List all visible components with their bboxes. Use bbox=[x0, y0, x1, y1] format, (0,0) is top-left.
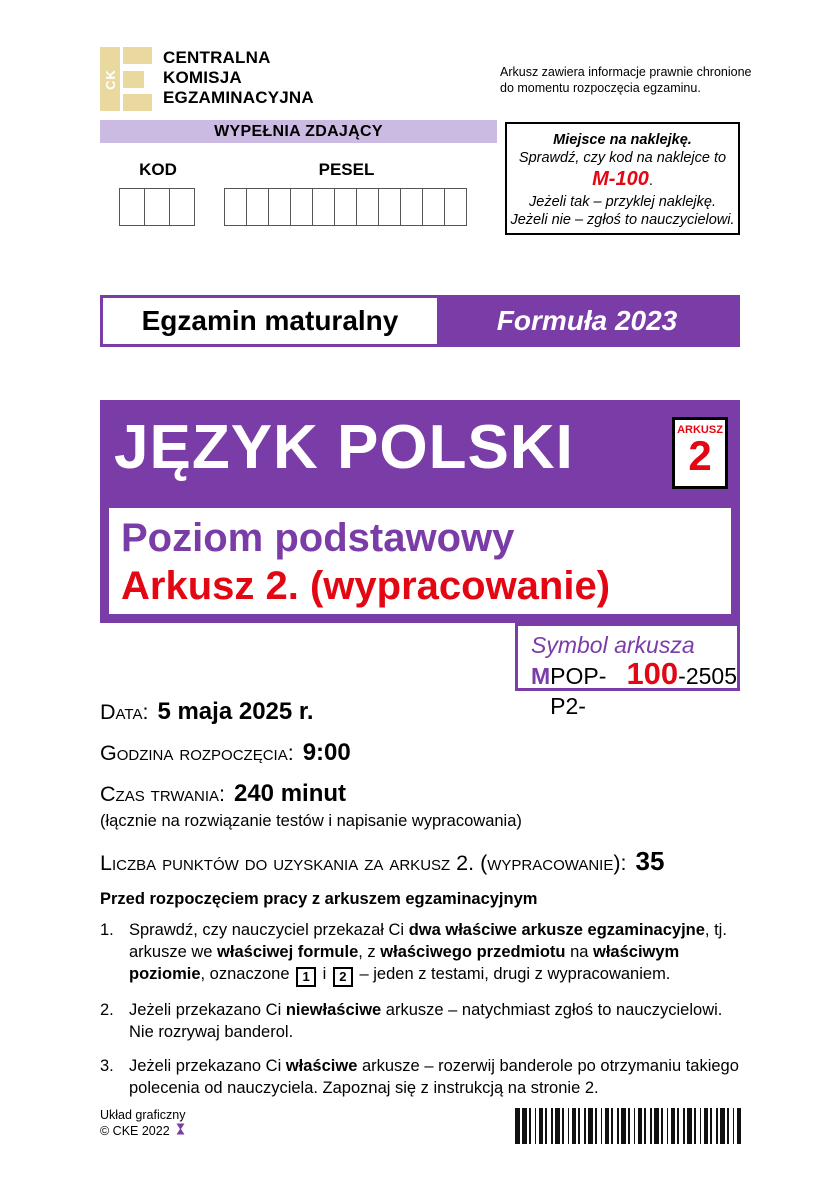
points-line bbox=[100, 846, 745, 877]
boxed-number: 1 bbox=[296, 967, 316, 987]
exam-details bbox=[100, 698, 745, 890]
instruction-item-3: 3. Jeżeli przekazano Ci właściwe arkusze – rozerwij banderole po otrzymaniu takiego polecenia od nauczyciela. Zapoznaj się z instrukcją na stronie 2. bbox=[100, 1057, 739, 1097]
kod-label: KOD bbox=[139, 160, 177, 179]
cke-hourglass-icon bbox=[176, 1123, 185, 1139]
pesel-input-cells[interactable] bbox=[225, 188, 468, 226]
kod-input-cells[interactable] bbox=[120, 188, 196, 226]
date-label: Data: bbox=[100, 700, 149, 724]
instructions-section bbox=[100, 888, 748, 1111]
symbol-box bbox=[515, 623, 740, 719]
duration-note: (łącznie na rozwiązanie testów i napisanie wypracowania) bbox=[100, 812, 522, 830]
paper-name: Arkusz 2. (wypracowanie) bbox=[121, 564, 611, 608]
duration-label: Czas trwania: bbox=[100, 782, 225, 806]
duration-line bbox=[100, 780, 745, 808]
sticker-no-line: Jeżeli nie – zgłoś to nauczycielowi. bbox=[510, 212, 735, 228]
boxed-number: 2 bbox=[333, 967, 353, 987]
logo-ck-text: CK bbox=[102, 68, 118, 90]
sticker-yes-line: Jeżeli tak – przyklej naklejkę. bbox=[529, 194, 716, 210]
symbol-code: M POP-P2- 100 -2505 bbox=[531, 656, 737, 719]
arkusz-badge-label: ARKUSZ bbox=[677, 424, 723, 436]
code-cell[interactable] bbox=[290, 188, 313, 226]
code-cell[interactable] bbox=[400, 188, 423, 226]
date-value: 5 maja 2025 r. bbox=[157, 698, 314, 725]
code-cell[interactable] bbox=[378, 188, 401, 226]
arkusz-badge-number: 2 bbox=[688, 432, 712, 479]
sticker-check-line: Sprawdź, czy kod na naklejce to bbox=[518, 150, 727, 166]
start-time-label: Godzina rozpoczęcia: bbox=[100, 741, 294, 765]
pesel-label: PESEL bbox=[318, 160, 375, 179]
code-cell[interactable] bbox=[444, 188, 467, 226]
instruction-item-1: 1. Sprawdź, czy nauczyciel przekazał Ci dwa właściwe arkusze egzaminacyjne, tj. arkusze we właściwej formule, z właściwego przedmiotu na właściwym poziomie, oznaczone 1 i 2 – jeden z testami, drugi z wypracowaniem. bbox=[100, 919, 748, 987]
date-line bbox=[100, 698, 745, 726]
code-cell[interactable] bbox=[144, 188, 170, 226]
footer-credits: Układ graficzny © CKE 2022 bbox=[100, 1108, 186, 1138]
code-cell[interactable] bbox=[334, 188, 357, 226]
level-panel bbox=[106, 505, 734, 617]
code-cell[interactable] bbox=[169, 188, 195, 226]
duration-value: 240 minut bbox=[233, 780, 347, 807]
code-cell[interactable] bbox=[422, 188, 445, 226]
code-cell[interactable] bbox=[268, 188, 291, 226]
fill-in-bar: WYPEŁNIA ZDAJĄCY bbox=[100, 120, 497, 143]
formula-label: Formuła 2023 bbox=[496, 305, 678, 336]
points-value: 35 bbox=[635, 846, 665, 876]
cke-logo-icon bbox=[100, 47, 152, 111]
sticker-placement-box bbox=[505, 122, 740, 235]
arkusz-badge bbox=[672, 417, 728, 489]
exam-name: Egzamin maturalny bbox=[103, 298, 437, 344]
legal-notice: Arkusz zawiera informacje prawnie chronione do momentu rozpoczęcia egzaminu. bbox=[500, 65, 752, 95]
code-cell[interactable] bbox=[246, 188, 269, 226]
exam-level: Poziom podstawowy bbox=[121, 516, 515, 560]
sticker-code: M-100 bbox=[592, 168, 649, 190]
code-cell[interactable] bbox=[119, 188, 145, 226]
subject-title: JĘZYK POLSKI bbox=[114, 413, 574, 482]
code-cell[interactable] bbox=[312, 188, 335, 226]
pesel-field-group bbox=[225, 160, 468, 226]
sticker-title: Miejsce na naklejkę. bbox=[553, 132, 692, 148]
code-cell[interactable] bbox=[356, 188, 379, 226]
start-time-value: 9:00 bbox=[302, 739, 351, 766]
sticker-code-line: M-100. bbox=[592, 168, 653, 190]
instruction-item-2: 2. Jeżeli przekazano Ci niewłaściwe arkusze – natychmiast zgłoś to nauczycielowi. Nie rozrywaj banderol. bbox=[100, 1001, 723, 1041]
instructions-heading: Przed rozpoczęciem pracy z arkuszem egzaminacyjnym bbox=[100, 890, 538, 908]
organization-name: CENTRALNA KOMISJA EGZAMINACYJNA bbox=[163, 48, 314, 107]
symbol-title: Symbol arkusza bbox=[531, 632, 695, 658]
code-cell[interactable] bbox=[224, 188, 247, 226]
cke-logo bbox=[100, 47, 314, 111]
start-time-line bbox=[100, 739, 745, 767]
barcode bbox=[515, 1108, 741, 1144]
kod-field-group bbox=[120, 160, 196, 226]
exam-banner bbox=[100, 295, 740, 347]
points-label: Liczba punktów do uzyskania za arkusz 2. (wypracowanie): bbox=[100, 851, 627, 875]
title-frame bbox=[100, 400, 740, 623]
